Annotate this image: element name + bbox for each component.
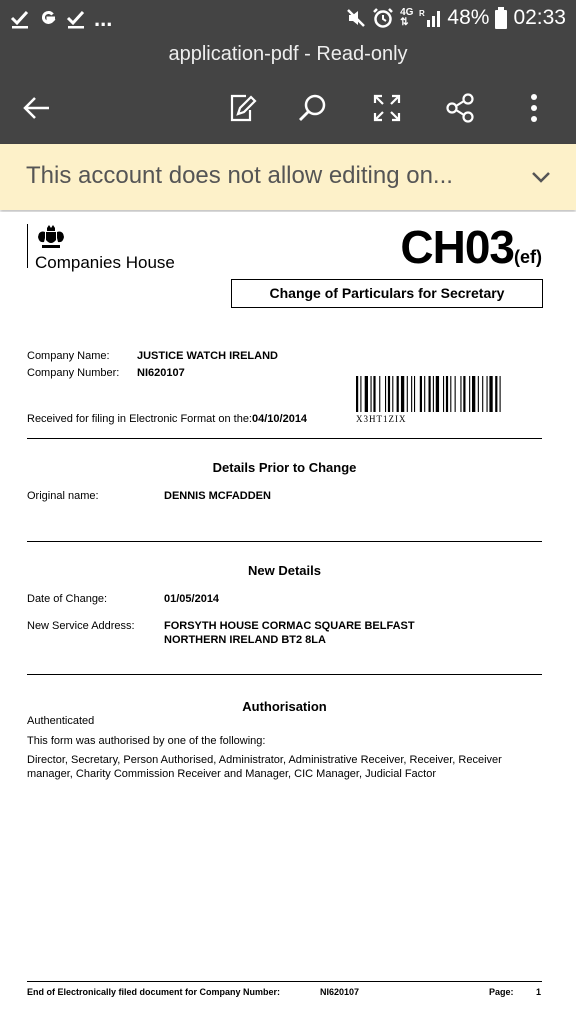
footer-end-label: End of Electronically filed document for Company Number:: [27, 987, 281, 997]
data-arrows-icon: ⇅: [400, 17, 409, 28]
received-label: Received for filing in Electronic Format on the:: [27, 413, 252, 425]
barcode-text: X3HT1ZIX: [356, 414, 407, 424]
original-name-value: DENNIS MCFADDEN: [164, 490, 271, 502]
banner-message: This account does not allow editing on...: [26, 162, 453, 189]
section-title-new: New Details: [248, 563, 321, 578]
edit-document-icon: [226, 92, 258, 124]
google-icon: [38, 9, 58, 29]
company-name-value: JUSTICE WATCH IRELAND: [137, 350, 278, 362]
barcode-icon: [356, 376, 538, 412]
footer-divider: [27, 981, 542, 982]
search-button[interactable]: [289, 84, 337, 132]
received-filing-line: [27, 413, 307, 425]
fullscreen-button[interactable]: [363, 84, 411, 132]
form-code-main: CH03: [400, 221, 514, 273]
share-icon: [444, 92, 476, 124]
section-title-prior: Details Prior to Change: [212, 460, 357, 475]
royal-crest-icon: [36, 224, 66, 250]
pdf-page[interactable]: [0, 212, 576, 1024]
company-number-label: Company Number:: [27, 367, 120, 379]
svg-text:R: R: [419, 9, 426, 18]
date-of-change-label: Date of Change:: [27, 593, 108, 605]
date-of-change-value: 01/05/2014: [164, 593, 220, 605]
service-address-line1: FORSYTH HOUSE CORMAC SQUARE BELFAST: [164, 620, 415, 632]
authenticated-text: Authenticated: [27, 715, 95, 727]
company-number-value: NI620107: [137, 367, 185, 379]
signal-icon: [419, 8, 441, 28]
more-notifications-text: ...: [94, 6, 113, 31]
search-icon: [297, 92, 329, 124]
footer-page-label: Page:: [489, 987, 514, 997]
company-name-label: Company Name:: [27, 350, 110, 362]
divider: [27, 674, 542, 675]
arrow-left-icon: [21, 92, 53, 124]
checkmark-icon: [10, 9, 30, 29]
notification-icons: [10, 6, 112, 32]
divider: [27, 541, 542, 542]
status-bar: [0, 0, 576, 40]
checkmark-icon: [66, 9, 86, 29]
authorisation-intro: This form was authorised by one of the following:: [27, 735, 266, 747]
network-indicator: [400, 8, 413, 28]
received-date: 04/10/2014: [252, 413, 308, 425]
battery-icon: [495, 7, 507, 29]
form-code: [400, 220, 542, 274]
battery-percent: 48%: [447, 6, 490, 29]
back-button[interactable]: [13, 84, 61, 132]
network-type: 4G: [400, 7, 414, 18]
chevron-down-icon[interactable]: [528, 164, 554, 190]
app-toolbar: [0, 40, 576, 144]
footer-company-number: NI620107: [320, 987, 360, 997]
service-address-line2: NORTHERN IRELAND BT2 8LA: [164, 634, 326, 646]
mute-icon: [346, 8, 366, 28]
read-only-banner[interactable]: [0, 144, 576, 210]
more-vertical-icon: [528, 92, 540, 124]
clock: 02:33: [513, 6, 566, 29]
more-options-button[interactable]: [510, 84, 558, 132]
divider: [27, 438, 542, 439]
service-address-label: New Service Address:: [27, 620, 135, 632]
alarm-icon: [372, 7, 394, 29]
companies-house-logo: [27, 224, 175, 272]
form-code-suffix: (ef): [514, 247, 542, 267]
edit-button[interactable]: [218, 84, 266, 132]
original-name-label: Original name:: [27, 490, 99, 502]
form-title: Change of Particulars for Secretary: [231, 279, 543, 308]
authorisation-roles-line2: manager, Charity Commission Receiver and Manager, CIC Manager, Judicial Factor: [27, 768, 437, 780]
expand-icon: [372, 93, 402, 123]
brand-name: Companies House: [35, 253, 175, 272]
authorisation-roles-line1: Director, Secretary, Person Authorised, Administrator, Administrative Receiver, Receiver, Receiver: [27, 754, 502, 766]
document-title: application-pdf - Read-only: [168, 43, 408, 65]
share-button[interactable]: [436, 84, 484, 132]
system-icons: [346, 6, 566, 30]
footer-page-number: 1: [536, 987, 542, 997]
section-title-auth: Authorisation: [242, 699, 327, 714]
